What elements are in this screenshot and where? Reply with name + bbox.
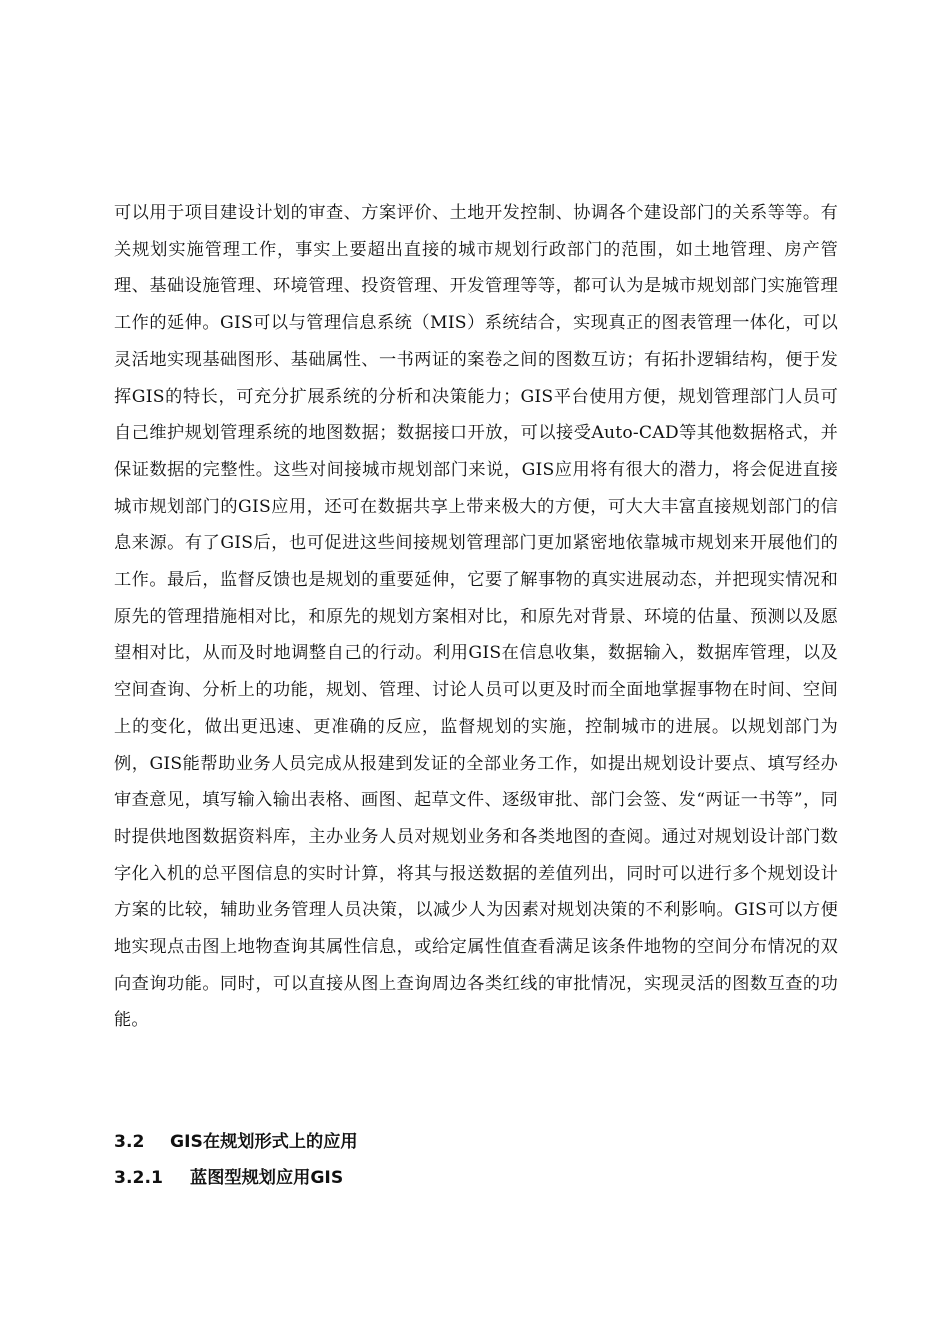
subsection-heading-3-2-1	[114, 1160, 343, 1197]
section-heading-3-2	[114, 1124, 358, 1161]
subsection-number: 3.2.1	[114, 1168, 163, 1188]
subsection-title: 蓝图型规划应用GIS	[190, 1168, 344, 1188]
section-title: GIS在规划形式上的应用	[170, 1132, 358, 1152]
body-paragraph: 可以用于项目建设计划的审查、方案评价、土地开发控制、协调各个建设部门的关系等等。有关规划实施管理工作，事实上要超出直接的城市规划行政部门的范围，如土地管理、房产管理、基础设施管理、环境管理、投资管理、开发管理等等，都可认为是城市规划部门实施管理工作的延伸。GIS可以与管理信息系统（MIS）系统结合，实现真正的图表管理一体化，可以灵活地实现基础图形、基础属性、一书两证的案卷之间的图数互访；有拓扑逻辑结构，便于发挥GIS的特长，可充分扩展系统的分析和决策能力；GIS平台使用方便，规划管理部门人员可自己维护规划管理系统的地图数据；数据接口开放，可以接受Auto-CAD等其他数据格式，并保证数据的完整性。这些对间接城市规划部门来说，GIS应用将有很大的潜力，将会促进直接城市规划部门的GIS应用，还可在数据共享上带来极大的方便，可大大丰富直接规划部门的信息来源。有了GIS后，也可促进这些间接规划管理部门更加紧密地依靠城市规划来开展他们的工作。最后，监督反馈也是规划的重要延伸，它要了解事物的真实进展动态，并把现实情况和原先的管理措施相对比，和原先的规划方案相对比，和原先对背景、环境的估量、预测以及愿望相对比，从而及时地调整自己的行动。利用GIS在信息收集，数据输入，数据库管理，以及空间查询、分析上的功能，规划、管理、讨论人员可以更及时而全面地掌握事物在时间、空间上的变化，做出更迅速、更准确的反应，监督规划的实施，控制城市的进展。以规划部门为例，GIS能帮助业务人员完成从报建到发证的全部业务工作，如提出规划设计要点、填写经办审查意见，填写输入输出表格、画图、起草文件、逐级审批、部门会签、发“两证一书等”，同时提供地图数据资料库，主办业务人员对规划业务和各类地图的查阅。通过对规划设计部门数字化入机的总平图信息的实时计算，将其与报送数据的差值列出，同时可以进行多个规划设计方案的比较，辅助业务管理人员决策，以减少人为因素对规划决策的不利影响。GIS可以方便地实现点击图上地物查询其属性信息，或给定属性值查看满足该条件地物的空间分布情况的双向查询功能。同时，可以直接从图上查询周边各类红线的审批情况，实现灵活的图数互查的功能。	[114, 203, 838, 1031]
section-number: 3.2	[114, 1132, 145, 1152]
